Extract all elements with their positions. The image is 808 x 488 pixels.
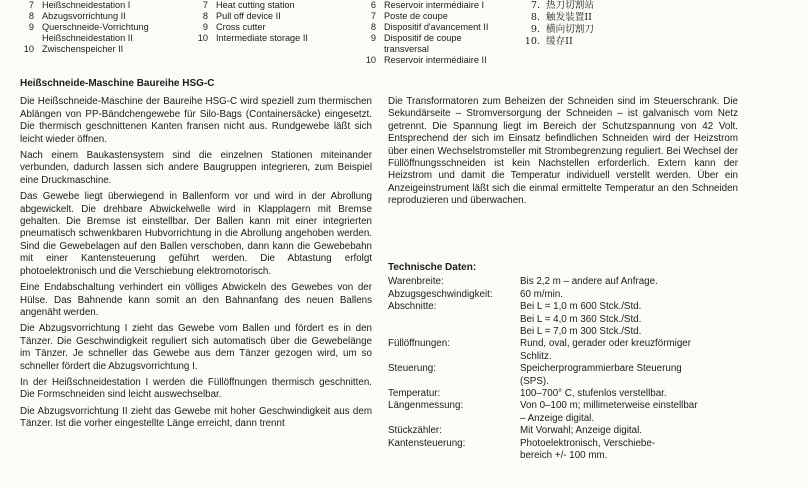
spec-value-line: Mit Vorwahl; Anzeige digital. (520, 425, 642, 437)
spec-row (388, 425, 748, 437)
legend-number: 8 (370, 22, 376, 32)
legend-number: 10 (365, 55, 376, 65)
legend-chinese (524, 0, 644, 48)
spec-row (388, 276, 748, 288)
legend-number: 8 (28, 11, 34, 21)
spec-value-line: Speicherprogrammierbare Steuerung (520, 363, 682, 375)
spec-value (520, 363, 748, 388)
legend-text: Reservoir intermédiaire II (384, 55, 487, 65)
legend-item (350, 33, 520, 44)
legend-number: 9. (530, 24, 540, 35)
article-right-column (388, 96, 738, 212)
legend-text: Heißschneidestation I (42, 0, 131, 10)
paragraph: Die Transformatoren zum Beheizen der Schneiden sind im Steuerschrank. Die Sekundärseite – Stromversorgung der Schneiden – ist galvanisch vom Netz getrennt. Die Spannung liegt im Bereich der Schutzspannung von 42 Volt. Entsprechend der sich im Einsatz befindlichen Schneiden wird der Heizstrom über einen Wechselstromsteller mit Strombegrenzung reguliert. Bei Wechsel der Füllöffnungsschneiden ist kein Nachstellen erforderlich. Extern kann der Heizstrom und damit die Temperatur individuell verstellt werden. Über ein Anzeigeinstrument läßt sich die einmal ermittelte Temperatur an den Schneiden reproduzieren und überwachen. (388, 96, 738, 207)
legend-text: 触发装置II (546, 12, 592, 23)
spec-label: Steuerung: (388, 363, 436, 375)
legend-item (350, 22, 520, 33)
legend-item (350, 0, 520, 11)
legend-text: Pull off device II (216, 11, 281, 21)
legend-text: Cross cutter (216, 22, 266, 32)
legend-number: 10. (524, 36, 540, 47)
spec-value-line: Bei L = 4,0 m 360 Stck./Std. (520, 313, 642, 325)
left-paragraphs (20, 96, 372, 430)
spec-value-line: – Anzeige digital. (520, 412, 595, 424)
legend-item (350, 11, 520, 22)
legend-number: 9 (370, 33, 376, 43)
legend-item (194, 22, 364, 33)
paragraph: Die Abzugsvorrichtung I zieht das Gewebe vom Ballen und fördert es in den Tänzer. Die Geschwindigkeit reguliert sich automatisch über die Gewebelänge im Tänzer. Je schneller das Gewebe aus dem Tänzer gezogen wird, um so schneller fördert die Abzugsvorrichtung I. (20, 323, 372, 372)
legend-number: 7 (370, 11, 376, 21)
legend-text: 热刀切割站 (546, 0, 594, 11)
legend-item (0, 22, 180, 33)
spec-value-line: 100–700° C, stufenlos verstellbar. (520, 388, 667, 400)
legend-text: Abzugsvorrichtung II (42, 11, 126, 21)
legend-item (194, 0, 364, 11)
legend-item (0, 11, 180, 22)
legend-number: 7. (530, 0, 540, 11)
paragraph: Die Heißschneide-Maschine der Baureihe HSG-C wird speziell zum thermischen Ablängen von PP-Bändchengewebe für Silo-Bags (Containersäcke) eingesetzt. Die thermisch geschnittenen Kanten fransen nicht aus. Rundgewebe läßt sich leicht wieder öffnen. (20, 96, 372, 145)
paragraph: Nach einem Baukastensystem sind die einzelnen Stationen miteinander verbunden, dadurch lassen sich andere Baugruppen integrieren, zum Beispiel eine Druckmaschine. (20, 150, 372, 186)
legend-item (194, 33, 364, 44)
spec-value-line: bereich +/- 100 mm. (520, 450, 608, 462)
spec-value (520, 289, 748, 301)
legend-text: Dispositif de coupe (384, 33, 462, 43)
legend-french (350, 0, 520, 66)
spec-label: Füllöffnungen: (388, 338, 450, 350)
legend-number: 9 (28, 22, 34, 32)
legend-text: Zwischenspeicher II (42, 44, 124, 54)
paragraph: Die Abzugsvorrichtung II zieht das Gewebe mit hoher Geschwindigkeit aus dem Tänzer. Ist die vorher eingestellte Länge erreicht, dann trennt (20, 405, 372, 430)
legend-item (524, 24, 644, 36)
spec-value-line: Bei L = 7,0 m 300 Stck./Std. (520, 326, 642, 338)
spec-value-line: Schlitz. (520, 350, 552, 362)
spec-value-line: Rund, oval, gerader oder kreuzförmiger (520, 338, 691, 350)
legend-number: 9 (202, 22, 208, 32)
spec-row (388, 388, 748, 400)
spec-value (520, 400, 748, 425)
legend-english (194, 0, 364, 44)
spec-value (520, 338, 748, 363)
spec-value-line: Von 0–100 m; millimeterweise einstellbar (520, 400, 698, 412)
spec-row (388, 363, 748, 388)
spec-label: Längenmessung: (388, 400, 464, 412)
paragraph: Eine Endabschaltung verhindert ein völliges Abwickeln des Gewebes von der Hülse. Das Bahnende kann somit an den Bahnanfang des neuen Ballens angenäht werden. (20, 282, 372, 318)
legend-item (350, 55, 520, 66)
spec-value-line: Bis 2,2 m – andere auf Anfrage. (520, 276, 658, 288)
spec-row (388, 289, 748, 301)
spec-value (520, 438, 748, 463)
specs-table (388, 276, 748, 462)
legend-item (194, 11, 364, 22)
legend-item (524, 0, 644, 12)
spec-label: Kantensteuerung: (388, 437, 466, 449)
spec-row (388, 438, 748, 463)
legend-text: 缓存II (546, 36, 573, 47)
legend-item (0, 33, 180, 44)
legend-text: Reservoir intermédiaire I (384, 0, 485, 10)
spec-label: Abschnitte: (388, 301, 437, 313)
legend-text: Heißschneidestation II (42, 33, 133, 43)
spec-value-line: Bei L = 1,0 m 600 Stck./Std. (520, 301, 642, 313)
spec-label: Temperatur: (388, 388, 441, 400)
legend-number: 10 (23, 44, 34, 54)
article-title: Heißschneide-Maschine Baureihe HSG-C (20, 78, 215, 89)
legend-item (0, 0, 180, 11)
spec-value-line: (SPS). (520, 375, 549, 387)
spec-value (520, 276, 748, 288)
spec-row (388, 301, 748, 338)
spec-label: Stückzähler: (388, 425, 442, 437)
legend-number: 7 (28, 0, 34, 10)
spec-value (520, 425, 748, 437)
article-left-column (20, 78, 372, 435)
spec-value-line: 60 m/min. (520, 288, 564, 300)
legend-number: 7 (202, 0, 208, 10)
legend-number: 10 (197, 33, 208, 43)
legend-item (0, 44, 180, 55)
legend-number (350, 44, 376, 55)
spec-row (388, 400, 748, 425)
legend-number: 6 (370, 0, 376, 10)
right-paragraphs (388, 96, 738, 208)
legend-german (0, 0, 180, 55)
specs-title: Technische Daten: (388, 262, 477, 273)
paragraph: Das Gewebe liegt überwiegend in Ballenform vor und wird in der Abrollung abgewickelt. Die drehbare Abwickelwelle wird in Klapplagern mit Bremse gehalten. Die Bremse ist einstellbar. Der Ballen kann mit einer integrierten pneumatisch schwenkbaren Hubvorrichtung in die Abrollung angehoben werden. Sind die Gewebelagen auf den Ballen verschoben, dann kann die Gewebebahn mit einer Kantensteuerung geführt werden. Die Abtastung erfolgt photoelektronisch und die Verschiebung elektromotorisch. (20, 191, 372, 277)
legend-text: Intermediate storage II (216, 33, 308, 43)
legend-item (524, 12, 644, 24)
legend-number: 8. (530, 12, 540, 23)
paragraph: In der Heißschneidestation I werden die Füllöffnungen thermisch geschnitten. Die Formschneiden sind leicht auswechselbar. (20, 376, 372, 401)
legend-number (0, 33, 34, 44)
legend-text: Dispositif d'avancement II (384, 22, 489, 32)
spec-label: Warenbreite: (388, 276, 444, 288)
legend-text: Poste de coupe (384, 11, 448, 21)
technical-specs (388, 262, 748, 463)
spec-value (520, 388, 748, 400)
legend-item (350, 44, 520, 55)
legend-text: Querschneide-Vorrichtung (42, 22, 149, 32)
spec-value (520, 301, 748, 338)
legend-text: Heat cutting station (216, 0, 295, 10)
legend-number: 8 (202, 11, 208, 21)
legend-text: transversal (384, 44, 429, 54)
legend-text: 横向切割刀 (546, 24, 594, 35)
legend-item (524, 36, 644, 48)
spec-value-line: Photoelektronisch, Verschiebe- (520, 437, 656, 449)
spec-label: Abzugsgeschwindigkeit: (388, 288, 493, 300)
spec-row (388, 338, 748, 363)
